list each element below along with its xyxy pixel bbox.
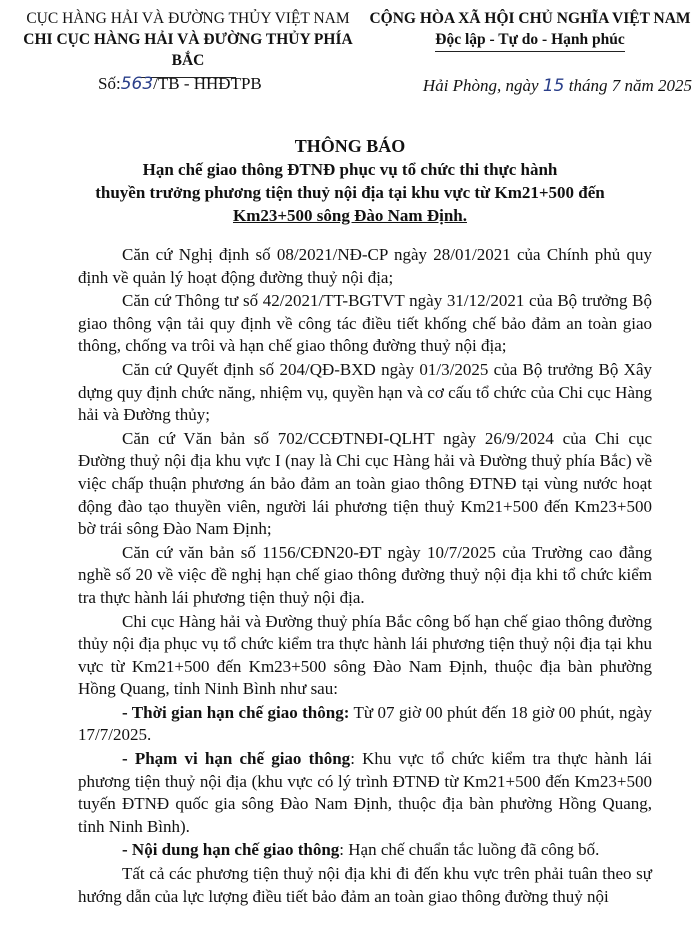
doc-number-suffix: /TB - HHĐTPB <box>153 74 262 93</box>
place-date-before: Hải Phòng, ngày <box>422 76 543 95</box>
restriction-content-text: : Hạn chế chuẩn tắc luồng đã công bố. <box>339 840 600 860</box>
paragraph-legal-basis-1: Căn cứ Nghị định số 08/2021/NĐ-CP ngày 28/01/2021 của Chính phủ quy định về quản lý hoạt động đường thuỷ nội địa; <box>78 245 652 287</box>
restriction-time-label: - Thời gian hạn chế giao thông: <box>122 702 350 722</box>
country-name: CỘNG HÒA XÃ HỘI CHỦ NGHĨA VIỆT NAM <box>369 10 691 27</box>
restriction-scope-text: : Khu vực tổ chức kiểm tra thực hành lái phương tiện thuỷ nội địa (khu vực có lý trình ĐTNĐ từ Km21+500 đến Km23+500 tuyến ĐTNĐ quốc gia sông Đào Nam Định, thuộc địa bàn phường Hồng Quang, tỉnh Ninh Bình). <box>78 749 652 836</box>
paragraph-legal-basis-2: Căn cứ Thông tư số 42/2021/TT-BGTVT ngày 31/12/2021 của Bộ trưởng Bộ giao thông vận tải quy định về công tác điều tiết khống chế bảo đảm an toàn giao thông, chống va trôi và hạn chế giao thông đường thuỷ nội địa; <box>78 291 652 356</box>
restriction-time-text: Từ 07 giờ 00 phút đến 18 giờ 00 phút, ngày 17/7/2025. <box>78 702 652 745</box>
paragraph-restriction-scope <box>78 748 652 838</box>
subject-line-3: Km23+500 sông Đào Nam Định. <box>232 206 467 225</box>
subject-line-1: Hạn chế giao thông ĐTNĐ phục vụ tổ chức thi thực hành <box>142 160 558 179</box>
paragraph-legal-basis-5: Căn cứ văn bản số 1156/CĐN20-ĐT ngày 10/7/2025 của Trường cao đẳng nghề số 20 về việc đề nghị hạn chế giao thông đường thuỷ nội địa khi tổ chức kiểm tra thực hành lái phương tiện thuỷ nội địa. <box>78 542 652 607</box>
national-motto: Độc lập - Tự do - Hạnh phúc <box>435 29 624 52</box>
paragraph-compliance: Tất cả các phương tiện thuỷ nội địa khi đi đến khu vực trên phải tuân theo sự hướng dẫn của lực lượng điều tiết bảo đảm an toàn giao thông đường thuỷ nội <box>78 864 652 906</box>
paragraph-announcement: Chi cục Hàng hải và Đường thuỷ phía Bắc công bố hạn chế giao thông đường thủy nội địa phục vụ tổ chức kiểm tra thực hành lái phương tiện thuỷ nội địa tại khu vực từ Km21+500 đến Km23+500 sông Đào Nam Định, thuộc địa bàn phường Hồng Quang, tỉnh Ninh Bình như sau: <box>78 611 652 699</box>
paragraph-legal-basis-4: Căn cứ Văn bản số 702/CCĐTNĐI-QLHT ngày 26/9/2024 của Chi cục Đường thuỷ nội địa khu vực I (nay là Chi cục Hàng hải và Đường thuỷ phía Bắc) về việc chấp thuận phương án bảo đảm an toàn giao thông ĐTNĐ tại vùng nước hoạt động đào tạo thuyền viên, người lái phương tiện thuỷ Km21+500 đến Km23+500 bờ trái sông Đào Nam Định; <box>78 428 652 539</box>
restriction-scope-label: - Phạm vi hạn chế giao thông <box>122 749 351 769</box>
document-body <box>78 244 652 909</box>
paragraph-restriction-time <box>78 702 652 747</box>
doc-number-handwritten: 563 <box>120 74 154 94</box>
document-number <box>98 74 262 94</box>
doc-number-prefix: Số: <box>98 74 121 93</box>
document-title <box>40 134 660 227</box>
subject-line-2: thuyền trưởng phương tiện thuỷ nội địa tại khu vực từ Km21+500 đến <box>95 183 605 202</box>
restriction-content-label: - Nội dung hạn chế giao thông <box>122 840 340 860</box>
national-header <box>360 8 700 52</box>
place-and-date <box>423 76 692 96</box>
place-date-after: tháng 7 năm 2025 <box>564 76 692 95</box>
document-type: THÔNG BÁO <box>294 136 406 156</box>
paragraph-restriction-content <box>78 839 652 862</box>
agency-name: CHI CỤC HÀNG HẢI VÀ ĐƯỜNG THỦY PHÍA BẮC <box>23 31 353 69</box>
date-day-handwritten: 15 <box>542 76 565 96</box>
issuer-header <box>8 8 368 78</box>
paragraph-legal-basis-3: Căn cứ Quyết định số 204/QĐ-BXD ngày 01/3/2025 của Bộ trưởng Bộ Xây dựng quy định chức năng, nhiệm vụ, quyền hạn và cơ cấu tổ chức của Chi cục Hàng hải và Đường thủy; <box>78 359 652 425</box>
ministry-name: CỤC HÀNG HẢI VÀ ĐƯỜNG THỦY VIỆT NAM <box>26 10 350 27</box>
